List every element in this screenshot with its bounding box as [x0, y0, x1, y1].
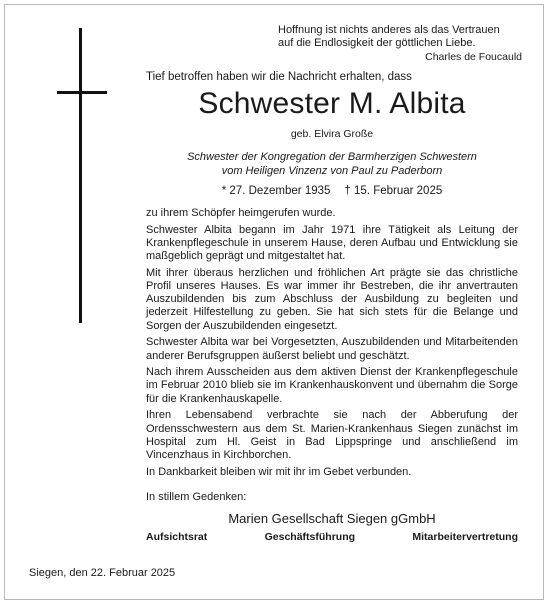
paragraph: Schwester Albita war bei Vorgesetzten, Auszubildenden und Mitarbeitenden anderer Berufsgruppen äußerst beliebt und geschätzt. — [146, 336, 518, 362]
quote-line-2: auf die Endlosigkeit der göttlichen Liebe. — [278, 37, 476, 49]
quote-line-1: Hoffnung ist nichts anderes als das Vertrauen — [278, 24, 500, 36]
paragraph: In Dankbarkeit bleiben wir mit ihr im Gebet verbunden. — [146, 465, 412, 478]
organization-name: Marien Gesellschaft Siegen gGmbH — [228, 511, 436, 526]
order-affiliation — [146, 150, 518, 178]
order-line-1: Schwester der Kongregation der Barmherzigen Schwestern — [187, 151, 477, 163]
order-line-2: vom Heiligen Vinzenz von Paul zu Paderborn — [221, 165, 443, 177]
intro-text: Tief betroffen haben wir die Nachricht erhalten, dass — [146, 71, 412, 83]
deceased-name: Schwester M. Albita — [198, 87, 466, 120]
paragraph: Schwester Albita begann im Jahr 1971 ihre Tätigkeit als Leitung der Krankenpflegeschule in unserem Hause, deren Aufbau und Entwicklung sie maßgeblich geprägt und mitgestaltet hat. — [146, 223, 518, 263]
paragraph: Mit ihrer überaus herzlichen und fröhlichen Art prägte sie das christliche Profil unseres Hauses. Es war immer ihr Bestreben, die ihr anvertrauten Auszubildenden bis zum Abschluss der Ausbildung zu begleiten und jederzeit Hilfestellung zu geben. Sie hat sich stets für die Belange und Sorgen der Auszubildenden eingesetzt. — [146, 266, 518, 332]
paragraph: Ihren Lebensabend verbrachte sie nach der Abberufung der Ordensschwestern aus dem St. Marien-Krankenhaus Siegen zunächst im Hospital zum Hl. Geist in Bad Lippspringe und anschließend im Vincenzhaus in Kirchborchen. — [146, 409, 518, 461]
boards-row — [146, 531, 518, 543]
place-date: Siegen, den 22. Februar 2025 — [29, 567, 176, 579]
board-management: Geschäftsführung — [264, 531, 356, 543]
life-dates — [146, 185, 518, 197]
birth-date: * 27. Dezember 1935 — [221, 185, 331, 197]
paragraph: zu ihrem Schöpfer heimgerufen wurde. — [146, 207, 336, 219]
birth-name: geb. Elvira Große — [290, 128, 374, 140]
quote-author: Charles de Foucauld — [425, 51, 522, 63]
signoff: In stillem Gedenken: — [146, 491, 247, 503]
death-date: † 15. Februar 2025 — [344, 185, 443, 197]
obituary-body — [146, 207, 518, 482]
cross-icon-bar — [57, 91, 107, 94]
quote — [278, 24, 500, 50]
board-supervisory: Aufsichtsrat — [146, 531, 208, 543]
board-staff-council: Mitarbeitervertretung — [412, 531, 518, 543]
paragraph: Nach ihrem Ausscheiden aus dem aktiven Dienst der Krankenpflegeschule im Februar 2010 blieb sie im Krankenhauskonvent und übernahm die Sorge für die Krankenhauskapelle. — [146, 366, 518, 405]
cross-icon — [79, 28, 82, 323]
